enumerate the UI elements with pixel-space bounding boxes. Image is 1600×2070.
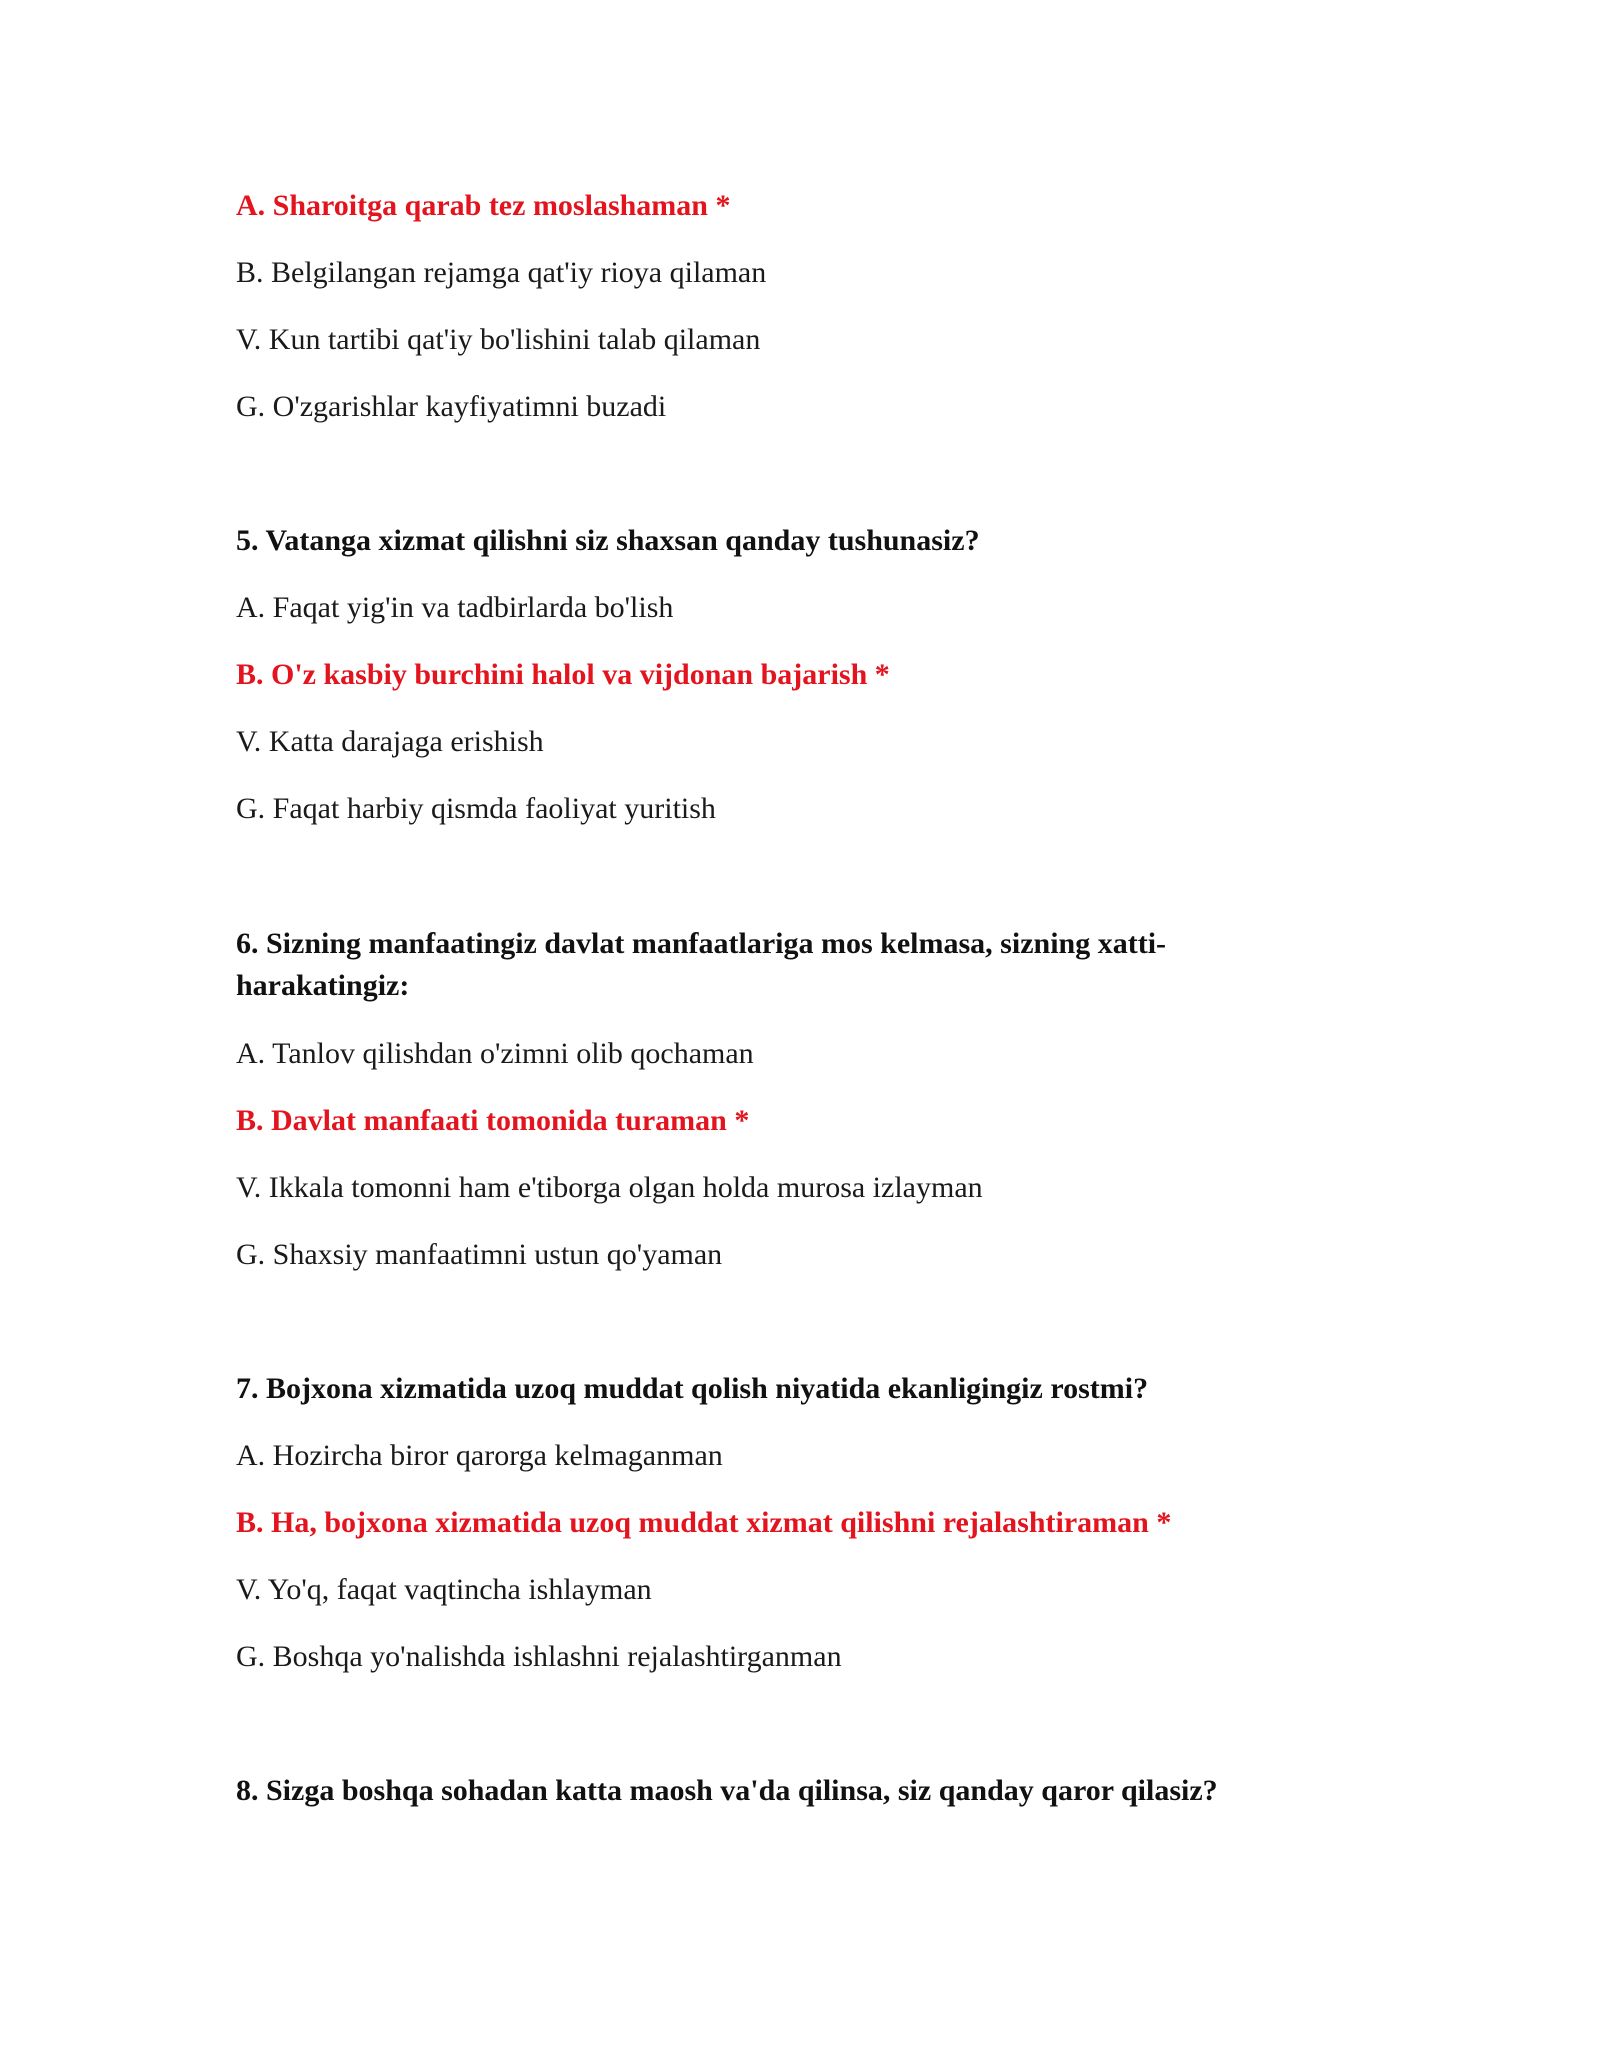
q4-option-g: G. O'zgarishlar kayfiyatimni buzadi bbox=[236, 390, 667, 423]
quiz-content bbox=[236, 186, 1336, 1811]
q5-option-v: V. Katta darajaga erishish bbox=[236, 725, 544, 758]
q7-option-g: G. Boshqa yo'nalishda ishlashni rejalashtirganman bbox=[236, 1640, 842, 1673]
q5-option-g: G. Faqat harbiy qismda faoliyat yuritish bbox=[236, 792, 716, 825]
q7-option-v: V. Yo'q, faqat vaqtincha ishlayman bbox=[236, 1573, 652, 1606]
q5-question: 5. Vatanga xizmat qilishni siz shaxsan qanday tushunasiz? bbox=[236, 524, 980, 557]
q5-option-b-correct: B. O'z kasbiy burchini halol va vijdonan bajarish * bbox=[236, 658, 890, 691]
q4-option-a-correct: A. Sharoitga qarab tez moslashaman * bbox=[236, 189, 731, 222]
q7-option-a: A. Hozircha biror qarorga kelmaganman bbox=[236, 1439, 723, 1472]
q6-option-v: V. Ikkala tomonni ham e'tiborga olgan holda murosa izlayman bbox=[236, 1171, 983, 1204]
q6-question: 6. Sizning manfaatingiz davlat manfaatlariga mos kelmasa, sizning xatti-harakatingiz: bbox=[236, 927, 1167, 1002]
q4-option-b: B. Belgilangan rejamga qat'iy rioya qilaman bbox=[236, 256, 767, 289]
q7-option-b-correct: B. Ha, bojxona xizmatida uzoq muddat xizmat qilishni rejalashtiraman * bbox=[236, 1506, 1172, 1539]
q6-option-b-correct: B. Davlat manfaati tomonida turaman * bbox=[236, 1104, 750, 1137]
q4-option-v: V. Kun tartibi qat'iy bo'lishini talab qilaman bbox=[236, 323, 761, 356]
q8-question: 8. Sizga boshqa sohadan katta maosh va'da qilinsa, siz qanday qaror qilasiz? bbox=[236, 1774, 1218, 1807]
q6-option-a: A. Tanlov qilishdan o'zimni olib qochaman bbox=[236, 1037, 754, 1070]
q5-option-a: A. Faqat yig'in va tadbirlarda bo'lish bbox=[236, 591, 674, 624]
q6-option-g: G. Shaxsiy manfaatimni ustun qo'yaman bbox=[236, 1238, 723, 1271]
q7-question: 7. Bojxona xizmatida uzoq muddat qolish niyatida ekanligingiz rostmi? bbox=[236, 1372, 1149, 1405]
